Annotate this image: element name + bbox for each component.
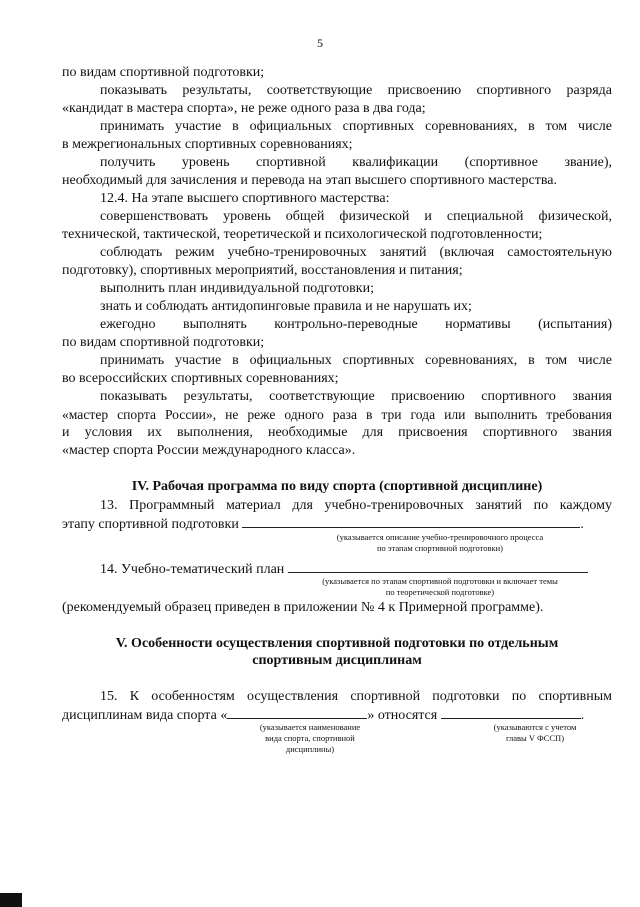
fill-in-blank [227,706,367,719]
fill-in-blank [441,706,581,719]
field-note: главы V ФССП) [505,733,565,743]
field-note: по этапам спортивной подготовки) [376,543,503,553]
text-line: принимать участие в официальных спортивных соревнованиях, в том числе [100,119,612,134]
text-fragment: этапу спортивной подготовки [62,517,239,532]
text-line: подготовку), спортивных мероприятий, восстановления и питания; [62,263,463,278]
text-line: технической, тактической, теоретической и психологической подготовленности; [62,227,543,242]
text-line: показывать результаты, соответствующие присвоению спортивного разряда [100,83,612,98]
text-line: по видам спортивной подготовки; [62,335,265,350]
text-line: показывать результаты, соответствующие присвоению спортивного звания [100,389,612,404]
text-fragment: . [580,708,585,723]
text-fragment: дисциплинам вида спорта « [62,708,228,723]
text-fragment: » относятся [367,708,438,723]
text-fragment: . [580,517,584,532]
paragraph-13-line2 [62,515,612,533]
text-line: в межрегиональных спортивных соревнованиях; [62,137,353,152]
text-line: совершенствовать уровень общей физической и специальной физической, [100,209,612,224]
field-note: (указывается наименование [259,722,361,732]
field-note: по теоретической подготовке) [385,587,495,597]
text-line: получить уровень спортивной квалификации (спортивное звание), [100,155,612,170]
text-line: «мастер спорта России», не реже одного раза в три года или выполнить требования [62,407,612,422]
field-note: (указываются с учетом [493,722,577,732]
field-note: дисциплины) [285,744,335,754]
text-line: соблюдать режим учебно-тренировочных занятий (включая самостоятельную [100,245,612,260]
section-heading-4: IV. Рабочая программа по виду спорта (спортивной дисциплине) [131,479,543,494]
fill-in-blank [242,515,580,528]
section-heading-5-cont: спортивным дисциплинам [252,653,422,668]
text-line: «мастер спорта России международного класса». [62,443,356,458]
scan-artifact [0,893,22,907]
text-line: принимать участие в официальных спортивных соревнованиях, в том числе [100,353,612,368]
text-line: необходимый для зачисления и перевода на этап высшего спортивного мастерства. [62,173,557,188]
field-note: вида спорта, спортивной [265,733,355,743]
page-number: 5 [317,36,323,50]
text-line: «кандидат в мастера спорта», не реже одного раза в два года; [62,101,426,116]
text-line: ежегодно выполнять контрольно-переводные нормативы (испытания) [100,317,612,332]
text-line: по видам спортивной подготовки; [62,65,265,80]
text-fragment: 14. Учебно-тематический план [100,562,285,577]
text-line: (рекомендуемый образец приведен в приложении № 4 к Примерной программе). [62,600,544,615]
text-line: во всероссийских спортивных соревнованиях; [62,371,339,386]
field-note: (указывается по этапам спортивной подготовки и включает темы [322,576,558,586]
text-line: выполнить план индивидуальной подготовки; [100,281,374,296]
fill-in-blank [288,560,588,573]
text-line: 13. Программный материал для учебно-тренировочных занятий по каждому [100,498,612,513]
field-note: (указывается описание учебно-тренировочного процесса [336,532,544,542]
text-line: 15. К особенностям осуществления спортивной подготовки по спортивным [100,689,612,704]
text-line: знать и соблюдать антидопинговые правила и не нарушать их; [100,299,472,314]
text-line: 12.4. На этапе высшего спортивного мастерства: [100,191,390,206]
section-heading-5: V. Особенности осуществления спортивной подготовки по отдельным [115,636,559,651]
text-line: и условия их выполнения, необходимые для присвоения спортивного звания [62,425,612,440]
